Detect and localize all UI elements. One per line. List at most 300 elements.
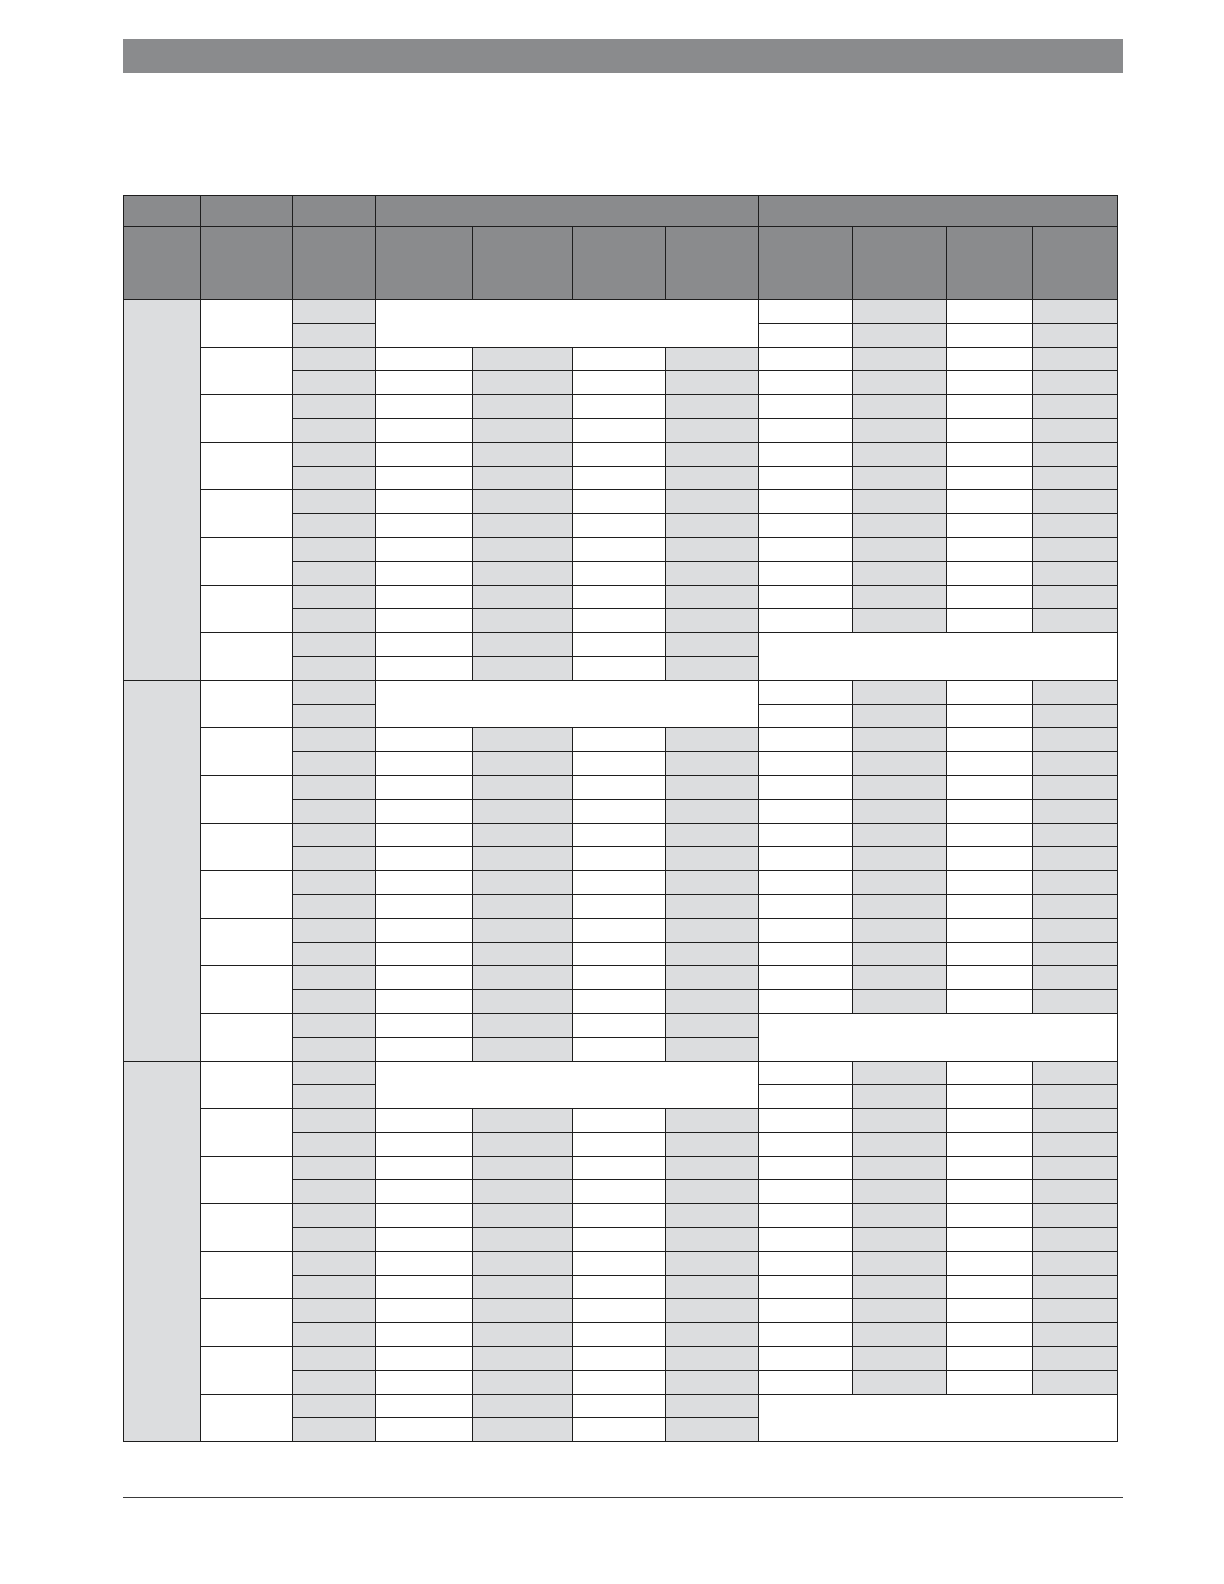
table-cell [473,1180,573,1204]
table-cell [1033,1156,1118,1180]
table-cell [473,823,573,847]
table-cell [376,942,473,966]
table-row [124,823,1118,847]
table-cell [853,466,947,490]
table-cell [376,418,473,442]
table-cell [947,1109,1033,1133]
table-cell [853,300,947,324]
column-header [124,227,201,300]
table-cell [573,1180,666,1204]
table-cell [376,752,473,776]
table-cell [293,1013,376,1037]
table-cell [293,752,376,776]
table-cell [853,1275,947,1299]
table-cell [947,585,1033,609]
table-cell [759,752,853,776]
table-cell [573,561,666,585]
table-cell [293,1061,376,1085]
table-cell [293,894,376,918]
table-cell [1033,466,1118,490]
table-cell [376,395,473,419]
table-cell [473,633,573,657]
table-cell [853,585,947,609]
table-cell [666,871,759,895]
table-cell [759,1347,853,1371]
table-cell [573,537,666,561]
table-cell [947,728,1033,752]
table-cell [666,799,759,823]
table-cell [853,1180,947,1204]
table-cell [947,847,1033,871]
table-cell [853,775,947,799]
table-cell [473,1156,573,1180]
group-header [201,196,293,227]
table-cell [376,1323,473,1347]
table-cell [573,1037,666,1061]
table-cell [293,490,376,514]
table-cell [376,347,473,371]
table-cell [376,1394,473,1418]
table-cell [473,609,573,633]
group-header [759,196,1118,227]
table-cell [293,918,376,942]
table-cell [853,1061,947,1085]
table-cell [853,823,947,847]
table-cell [759,1228,853,1252]
table-cell [759,1275,853,1299]
table-cell [947,918,1033,942]
subgroup-label-cell [201,680,293,728]
table-row [124,1347,1118,1371]
table-cell [376,633,473,657]
table-cell [947,966,1033,990]
table-cell [293,1275,376,1299]
table-cell [573,752,666,776]
table-cell [759,371,853,395]
table-cell [376,1299,473,1323]
table-cell [759,799,853,823]
table-cell [473,728,573,752]
table-cell [293,1085,376,1109]
table-cell [666,633,759,657]
table-cell [1033,442,1118,466]
table-cell [376,775,473,799]
table-cell [853,1132,947,1156]
table-row [124,1299,1118,1323]
table-cell [573,1370,666,1394]
table-cell [573,1132,666,1156]
table-cell [293,1394,376,1418]
table-cell [573,918,666,942]
table-cell [853,1204,947,1228]
table-cell [473,1418,573,1442]
table-cell [759,918,853,942]
table-cell [376,466,473,490]
table-cell [947,752,1033,776]
table-cell [293,418,376,442]
table-cell [759,1109,853,1133]
table-cell [666,752,759,776]
table-cell [759,1085,853,1109]
table-cell [1033,371,1118,395]
table-cell [573,990,666,1014]
table-cell [947,1180,1033,1204]
table-cell [293,823,376,847]
table-cell [759,466,853,490]
table-cell [293,966,376,990]
table-cell [1033,561,1118,585]
table-cell [666,466,759,490]
table-cell [947,490,1033,514]
table-cell [573,823,666,847]
header-row-columns [124,227,1118,300]
subgroup-label-cell [201,728,293,776]
table-cell [947,1323,1033,1347]
table-cell [666,990,759,1014]
table-cell [666,1037,759,1061]
table-cell [947,871,1033,895]
table-cell [759,585,853,609]
table-cell [376,847,473,871]
table-row [124,1156,1118,1180]
table-cell [293,609,376,633]
table-cell [853,799,947,823]
table-cell [293,442,376,466]
table-cell [473,1228,573,1252]
table-cell [759,871,853,895]
table-cell [376,990,473,1014]
table-cell [853,966,947,990]
table-cell [293,942,376,966]
table-cell [666,561,759,585]
table-cell [947,704,1033,728]
table-cell [1033,609,1118,633]
table-row [124,633,1118,657]
table-cell [473,1299,573,1323]
table-cell [376,585,473,609]
table-cell [293,1204,376,1228]
table-row [124,537,1118,561]
table-cell [666,585,759,609]
table-cell [473,466,573,490]
table-cell [573,847,666,871]
page-header-bar [123,39,1123,73]
table-cell [293,1180,376,1204]
table-cell [1033,1347,1118,1371]
subgroup-label-cell [201,1347,293,1395]
table-cell [573,1156,666,1180]
subgroup-label-cell [201,490,293,538]
table-row [124,300,1118,324]
table-cell [947,799,1033,823]
subgroup-label-cell [201,1251,293,1299]
table-cell [853,847,947,871]
table-cell [666,418,759,442]
table-cell [666,1180,759,1204]
group-header [293,196,376,227]
table-cell [573,633,666,657]
table-cell [947,894,1033,918]
table-cell [1033,585,1118,609]
table-cell [759,561,853,585]
table-cell [1033,537,1118,561]
table-cell [1033,1204,1118,1228]
table-row [124,585,1118,609]
table-cell [473,1037,573,1061]
table-cell [947,1299,1033,1323]
table-cell [473,537,573,561]
subgroup-label-cell [201,537,293,585]
table-cell [376,1251,473,1275]
table-cell [573,1299,666,1323]
subgroup-label-cell [201,1013,293,1061]
table-cell [1033,847,1118,871]
table-cell [473,1013,573,1037]
table-cell [473,918,573,942]
column-header [473,227,573,300]
table-cell [947,1061,1033,1085]
table-cell [759,418,853,442]
table-cell [1033,752,1118,776]
footer-rule [123,1497,1123,1498]
table-cell [293,323,376,347]
table-cell [1033,728,1118,752]
table-cell [473,514,573,538]
table-cell [376,1347,473,1371]
table-cell [947,1228,1033,1252]
table-cell [473,1251,573,1275]
table-cell [853,728,947,752]
table-cell [376,1132,473,1156]
table-cell [759,966,853,990]
table-cell [573,609,666,633]
table-cell [666,1347,759,1371]
table-row [124,1394,1118,1418]
table-cell [473,442,573,466]
table-cell [1033,300,1118,324]
table-cell [573,347,666,371]
table-cell [293,680,376,704]
table-cell [1033,1323,1118,1347]
table-cell [947,300,1033,324]
table-cell [759,1156,853,1180]
table-cell [376,442,473,466]
table-cell [853,347,947,371]
table-cell [573,1394,666,1418]
table-cell [293,799,376,823]
table-cell [759,347,853,371]
table-cell [947,1275,1033,1299]
table-cell [759,680,853,704]
empty-merged-cell [759,633,1118,681]
table-cell [376,1013,473,1037]
subgroup-label-cell [201,1156,293,1204]
table-cell [1033,799,1118,823]
table-row [124,490,1118,514]
table-cell [666,823,759,847]
table-row [124,966,1118,990]
table-cell [666,942,759,966]
table-cell [853,1323,947,1347]
table-cell [293,1347,376,1371]
subgroup-label-cell [201,347,293,395]
table-cell [947,323,1033,347]
table-cell [1033,942,1118,966]
table-cell [1033,1061,1118,1085]
table-cell [947,1370,1033,1394]
column-header [1033,227,1118,300]
table-cell [1033,1275,1118,1299]
table-cell [947,1347,1033,1371]
table-cell [1033,1132,1118,1156]
table-cell [293,395,376,419]
table-cell [947,823,1033,847]
table-cell [376,894,473,918]
table-cell [666,442,759,466]
table-cell [853,680,947,704]
table-cell [573,418,666,442]
table-cell [473,966,573,990]
table-cell [666,1394,759,1418]
table-cell [473,1109,573,1133]
table-cell [759,1061,853,1085]
table-row [124,347,1118,371]
table-cell [853,918,947,942]
table-cell [1033,1228,1118,1252]
table-cell [1033,680,1118,704]
table-cell [853,418,947,442]
subgroup-label-cell [201,1061,293,1109]
table-cell [473,1204,573,1228]
table-cell [666,656,759,680]
table-cell [376,609,473,633]
table-cell [853,990,947,1014]
table-cell [1033,918,1118,942]
table-cell [759,323,853,347]
table-cell [759,1180,853,1204]
table-cell [293,1156,376,1180]
table-cell [759,1299,853,1323]
table-cell [573,1204,666,1228]
table-cell [473,871,573,895]
table-cell [759,990,853,1014]
table-cell [666,1323,759,1347]
group-label-cell [124,680,201,1061]
table-cell [573,942,666,966]
table-cell [666,847,759,871]
table-cell [666,1109,759,1133]
table-cell [666,1156,759,1180]
table-cell [666,347,759,371]
table-cell [853,561,947,585]
table-cell [666,371,759,395]
table-cell [759,300,853,324]
table-cell [1033,871,1118,895]
group-header [124,196,201,227]
table-cell [293,1132,376,1156]
table-cell [947,418,1033,442]
table-row [124,1204,1118,1228]
table-cell [573,871,666,895]
table-cell [853,1228,947,1252]
subgroup-label-cell [201,871,293,919]
table-row [124,918,1118,942]
table-cell [1033,347,1118,371]
empty-merged-cell [376,1061,759,1109]
table-cell [376,799,473,823]
table-cell [759,728,853,752]
table-cell [1033,1109,1118,1133]
table-cell [573,799,666,823]
table-cell [573,1251,666,1275]
table-cell [376,514,473,538]
table-cell [759,1132,853,1156]
table-cell [473,1275,573,1299]
table-row [124,728,1118,752]
data-table [123,195,1118,1442]
table-cell [573,1347,666,1371]
table-cell [293,371,376,395]
table-cell [293,990,376,1014]
table-cell [573,1109,666,1133]
table-cell [473,418,573,442]
subgroup-label-cell [201,300,293,348]
empty-merged-cell [376,680,759,728]
column-header [293,227,376,300]
table-cell [376,1228,473,1252]
table-cell [293,514,376,538]
table-cell [666,514,759,538]
table-cell [473,1394,573,1418]
table-cell [947,775,1033,799]
table-cell [376,1418,473,1442]
table-cell [666,1251,759,1275]
table-cell [473,1132,573,1156]
table-cell [573,775,666,799]
table-cell [1033,823,1118,847]
table-cell [573,371,666,395]
table-cell [473,942,573,966]
table-cell [853,395,947,419]
table-cell [573,585,666,609]
table-cell [947,990,1033,1014]
table-cell [853,323,947,347]
table-cell [376,966,473,990]
table-cell [293,847,376,871]
table-cell [666,894,759,918]
table-cell [1033,323,1118,347]
table-cell [573,442,666,466]
table-cell [853,442,947,466]
table-cell [759,1204,853,1228]
empty-merged-cell [759,1013,1118,1061]
table-cell [666,728,759,752]
table-cell [666,918,759,942]
table-cell [293,1323,376,1347]
table-cell [573,395,666,419]
table-cell [376,490,473,514]
table-cell [666,1418,759,1442]
table-cell [573,1418,666,1442]
table-cell [666,1228,759,1252]
table-cell [947,561,1033,585]
subgroup-label-cell [201,823,293,871]
table-cell [293,1037,376,1061]
empty-merged-cell [759,1394,1118,1442]
group-header [376,196,759,227]
table-row [124,1251,1118,1275]
table-cell [666,1013,759,1037]
